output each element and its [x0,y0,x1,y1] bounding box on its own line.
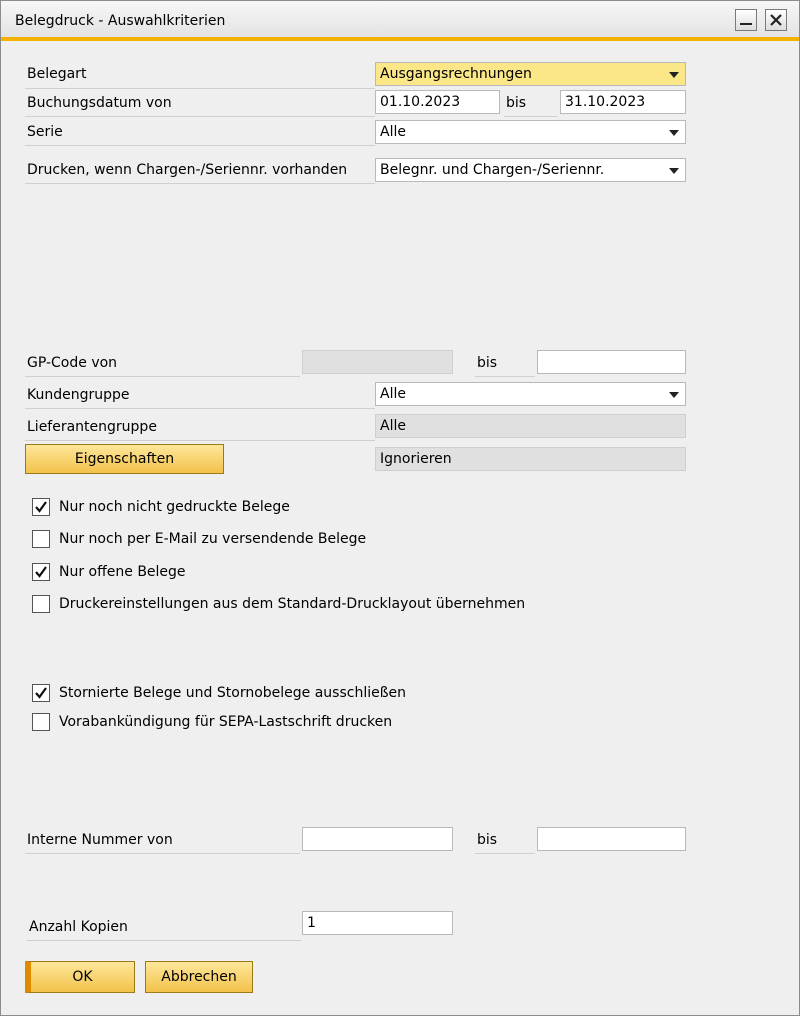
lieferantengruppe-select[interactable] [375,414,686,438]
title-bar [1,1,799,41]
lieferantengruppe-label: Lieferantengruppe [27,419,157,435]
buchungsdatum-to-input[interactable] [560,90,686,114]
interne-nummer-label: Interne Nummer von [27,832,173,848]
chevron-down-icon [669,392,679,398]
checkbox-per-email[interactable] [32,530,50,548]
interne-nummer-from-input[interactable] [302,827,453,851]
lieferantengruppe-value: Alle [380,418,406,434]
ok-button[interactable] [25,961,135,993]
cancel-button-label: Abbrechen [161,969,237,985]
checkbox-sepa-vorabankuendigung[interactable] [32,713,50,731]
checkbox-druckereinstellungen[interactable] [32,595,50,613]
kundengruppe-label: Kundengruppe [27,387,130,403]
divider [25,440,375,441]
gp-code-label: GP-Code von [27,355,118,371]
interne-nummer-bis-label: bis [477,832,498,848]
anzahl-kopien-input[interactable] [302,911,453,935]
check-icon [34,686,48,700]
belegart-label: Belegart [27,66,87,82]
eigenschaften-button-label: Eigenschaften [74,451,175,467]
drucken-wenn-select[interactable] [375,158,686,182]
checkbox-offene-belege[interactable] [32,563,50,581]
eigenschaften-value-field [375,447,686,471]
check-icon [34,500,48,514]
divider [25,376,300,377]
divider [25,145,375,146]
divider [475,853,535,854]
cancel-button[interactable] [145,961,253,993]
buchungsdatum-from-value: 01.10.2023 [380,94,461,110]
buchungsdatum-label: Buchungsdatum von [27,95,172,111]
eigenschaften-value: Ignorieren [380,451,452,467]
chevron-down-icon [669,168,679,174]
serie-label: Serie [27,124,63,140]
check-icon [34,565,48,579]
anzahl-kopien-label: Anzahl Kopien [29,919,128,935]
checkbox-per-email-label[interactable]: Nur noch per E-Mail zu versendende Belege [59,531,367,547]
checkbox-druckereinstellungen-label[interactable]: Druckereinstellungen aus dem Standard-Drucklayout übernehmen [59,596,526,612]
divider [475,376,535,377]
drucken-wenn-label: Drucken, wenn Chargen-/Seriennr. vorhanden [27,162,348,178]
drucken-wenn-value: Belegnr. und Chargen-/Seriennr. [380,162,605,178]
chevron-down-icon [669,72,679,78]
belegart-select[interactable] [375,62,686,86]
buchungsdatum-bis-label: bis [506,95,527,111]
eigenschaften-button[interactable] [25,444,224,474]
checkbox-stornierte-belege-label[interactable]: Stornierte Belege und Stornobelege ausschließen [59,685,407,701]
minimize-button[interactable] [735,9,757,31]
belegart-value: Ausgangsrechnungen [380,66,532,82]
divider [25,116,375,117]
buchungsdatum-from-input[interactable] [375,90,500,114]
gp-code-to-input[interactable] [537,350,686,374]
checkbox-nicht-gedruckt[interactable] [32,498,50,516]
ok-button-label: OK [72,969,93,985]
checkbox-nicht-gedruckt-label[interactable]: Nur noch nicht gedruckte Belege [59,499,290,515]
divider [27,940,301,941]
buchungsdatum-to-value: 31.10.2023 [565,94,646,110]
interne-nummer-to-input[interactable] [537,827,686,851]
kundengruppe-select[interactable] [375,382,686,406]
serie-value: Alle [380,124,406,140]
divider [25,408,375,409]
window-title: Belegdruck - Auswahlkriterien [15,13,226,29]
kundengruppe-value: Alle [380,386,406,402]
anzahl-kopien-value: 1 [307,915,316,931]
checkbox-offene-belege-label[interactable]: Nur offene Belege [59,564,186,580]
close-button[interactable] [765,9,787,31]
gp-code-from-input[interactable] [302,350,453,374]
checkbox-sepa-vorabankuendigung-label[interactable]: Vorabankündigung für SEPA-Lastschrift drucken [59,714,393,730]
divider [25,88,375,89]
checkbox-stornierte-belege[interactable] [32,684,50,702]
serie-select[interactable] [375,120,686,144]
divider [25,853,300,854]
close-icon [769,13,783,27]
divider [25,183,375,184]
minimize-icon [740,23,752,25]
divider [504,116,558,117]
chevron-down-icon [669,130,679,136]
gp-code-bis-label: bis [477,355,498,371]
